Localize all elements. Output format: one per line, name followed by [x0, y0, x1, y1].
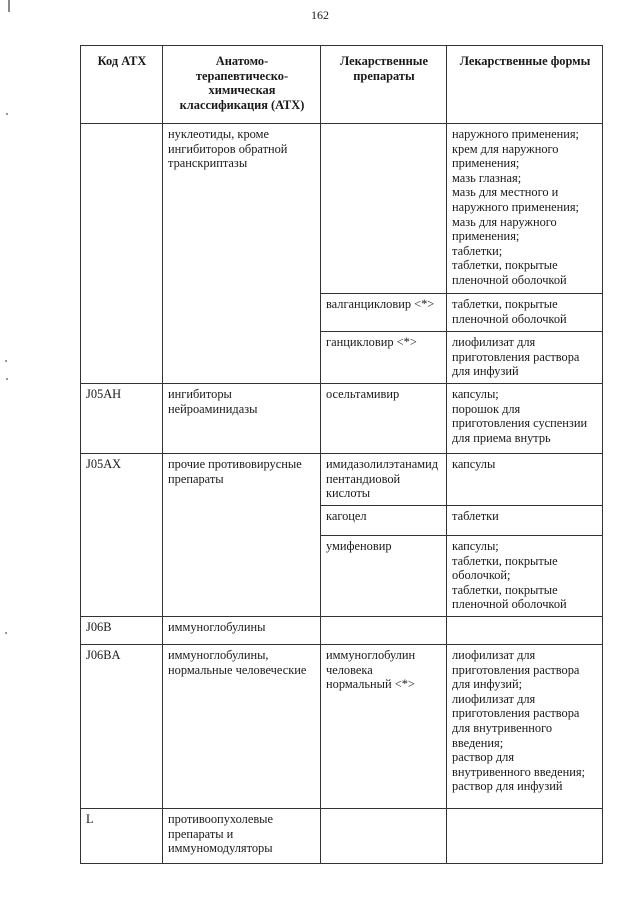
- drug-name-cell: [321, 616, 447, 644]
- text-line: мазь для наружного: [452, 214, 557, 229]
- text-line: приготовления суспензии: [452, 416, 588, 431]
- text-line: для инфузий;: [452, 677, 523, 692]
- classification-cell: [163, 644, 321, 808]
- text-line: нормальные человеческие: [168, 662, 307, 677]
- text-line: таблетки, покрытые: [452, 258, 558, 273]
- text-line: раствор для инфузий: [452, 779, 563, 794]
- text-line: иммуноглобулин: [326, 647, 416, 662]
- text-line: препараты: [353, 68, 415, 83]
- text-line: Лекарственные: [340, 54, 428, 68]
- text-line: таблетки, покрытые: [452, 582, 558, 597]
- text-line: для инфузий: [452, 364, 519, 379]
- text-line: для приема внутрь: [452, 430, 551, 445]
- classification-cell: [163, 124, 321, 384]
- dosage-forms-cell: [447, 644, 603, 808]
- scan-speck: [5, 632, 7, 634]
- dosage-forms-cell: [447, 808, 603, 863]
- text-line: применения;: [452, 229, 520, 244]
- text-line: Лекарственные формы: [459, 54, 591, 68]
- text-line: классификация (АТХ): [179, 97, 305, 112]
- text-line: терапевтическо-: [195, 68, 289, 83]
- table-row: [81, 384, 603, 454]
- text-line: пленочной оболочкой: [452, 272, 567, 287]
- text-line: порошок для: [452, 401, 521, 416]
- drug-name-cell: [321, 332, 447, 384]
- text-line: пленочной оболочкой: [452, 597, 567, 612]
- text-line: лиофилизат для: [452, 647, 536, 662]
- text-line: нуклеотиды, кроме: [168, 127, 269, 141]
- text-line: мазь для местного и: [452, 185, 559, 200]
- scan-speck: [6, 378, 8, 380]
- text-line: пленочной оболочкой: [452, 311, 567, 326]
- classification-cell: [163, 384, 321, 454]
- text-line: приготовления раствора: [452, 349, 580, 364]
- scan-edge-mark: [8, 0, 10, 12]
- text-line: лиофилизат для: [452, 691, 536, 706]
- dosage-forms-cell: [447, 294, 603, 332]
- text-line: таблетки, покрытые: [452, 297, 558, 311]
- dosage-forms-cell: [447, 384, 603, 454]
- text-line: приготовления раствора: [452, 662, 580, 677]
- drug-name-cell: [321, 454, 447, 506]
- text-line: осельтамивир: [326, 387, 400, 401]
- text-line: ингибиторы: [168, 387, 232, 401]
- scan-speck: [6, 113, 8, 115]
- text-line: оболочкой;: [452, 568, 511, 583]
- dosage-forms-cell: [447, 536, 603, 617]
- text-line: капсулы;: [452, 387, 499, 401]
- text-line: препараты: [168, 471, 224, 486]
- dosage-forms-cell: [447, 454, 603, 506]
- text-line: ганцикловир <*>: [326, 335, 417, 349]
- text-line: применения;: [452, 156, 520, 171]
- page-number: 162: [311, 8, 329, 22]
- atx-code-cell: J05AX: [81, 454, 163, 617]
- text-line: нормальный <*>: [326, 677, 415, 692]
- text-line: транскриптазы: [168, 156, 248, 171]
- table-header-row: [81, 46, 603, 124]
- drug-name-cell: [321, 644, 447, 808]
- text-line: внутривенного введения;: [452, 764, 586, 779]
- classification-cell: [163, 616, 321, 644]
- table-body: [81, 124, 603, 864]
- text-line: Анатомо-: [215, 54, 269, 68]
- dosage-forms-cell: [447, 616, 603, 644]
- text-line: валганцикловир <*>: [326, 297, 435, 311]
- text-line: иммуноглобулины: [168, 619, 266, 634]
- text-line: препараты и: [168, 826, 234, 841]
- table-row: [81, 808, 603, 863]
- header-classification: [163, 46, 321, 124]
- text-line: противоопухолевые: [168, 811, 273, 826]
- atx-code-cell: [81, 124, 163, 384]
- text-line: наружного применения;: [452, 199, 579, 214]
- text-line: имидазолилэтанамид: [326, 457, 439, 471]
- text-line: для внутривенного: [452, 720, 553, 735]
- text-line: человека: [326, 662, 373, 677]
- table-row: [81, 644, 603, 808]
- classification-cell: [163, 808, 321, 863]
- classification-cell: [163, 454, 321, 617]
- text-line: таблетки, покрытые: [452, 553, 558, 568]
- dosage-forms-cell: [447, 506, 603, 536]
- drug-name-cell: [321, 536, 447, 617]
- text-line: пентандиовой: [326, 471, 401, 486]
- text-line: капсулы;: [452, 539, 499, 553]
- drug-name-cell: [321, 294, 447, 332]
- text-line: кислоты: [326, 486, 371, 501]
- header-forms: [447, 46, 603, 124]
- text-line: прочие противовирусные: [168, 457, 302, 471]
- table-row: [81, 616, 603, 644]
- text-line: таблетки: [452, 509, 499, 523]
- text-line: кагоцел: [326, 509, 367, 523]
- atx-code-cell: J06BA: [81, 644, 163, 808]
- scan-speck: [5, 360, 7, 362]
- text-line: таблетки;: [452, 243, 503, 258]
- atx-code-cell: J06B: [81, 616, 163, 644]
- text-line: лиофилизат для: [452, 335, 536, 349]
- text-line: введения;: [452, 735, 504, 750]
- table-row: [81, 454, 603, 506]
- atx-code-cell: L: [81, 808, 163, 863]
- text-line: химическая: [208, 83, 276, 98]
- text-line: крем для наружного: [452, 141, 559, 156]
- text-line: иммуномодуляторы: [168, 841, 273, 856]
- header-code: [81, 46, 163, 124]
- text-line: Код АТХ: [97, 54, 147, 68]
- drug-name-cell: [321, 506, 447, 536]
- table-row: [81, 124, 603, 294]
- text-line: нейроаминидазы: [168, 401, 258, 416]
- drug-name-cell: [321, 124, 447, 294]
- dosage-forms-cell: [447, 124, 603, 294]
- text-line: умифеновир: [326, 539, 392, 553]
- text-line: мазь глазная;: [452, 170, 522, 185]
- text-line: наружного применения;: [452, 127, 579, 141]
- dosage-forms-cell: [447, 332, 603, 384]
- atx-code-cell: J05AH: [81, 384, 163, 454]
- header-drugs: [321, 46, 447, 124]
- text-line: иммуноглобулины,: [168, 647, 269, 662]
- text-line: ингибиторов обратной: [168, 141, 288, 156]
- text-line: капсулы: [452, 457, 496, 471]
- drug-name-cell: [321, 808, 447, 863]
- drug-name-cell: [321, 384, 447, 454]
- text-line: раствор для: [452, 750, 515, 765]
- atx-table: [80, 45, 603, 864]
- text-line: приготовления раствора: [452, 706, 580, 721]
